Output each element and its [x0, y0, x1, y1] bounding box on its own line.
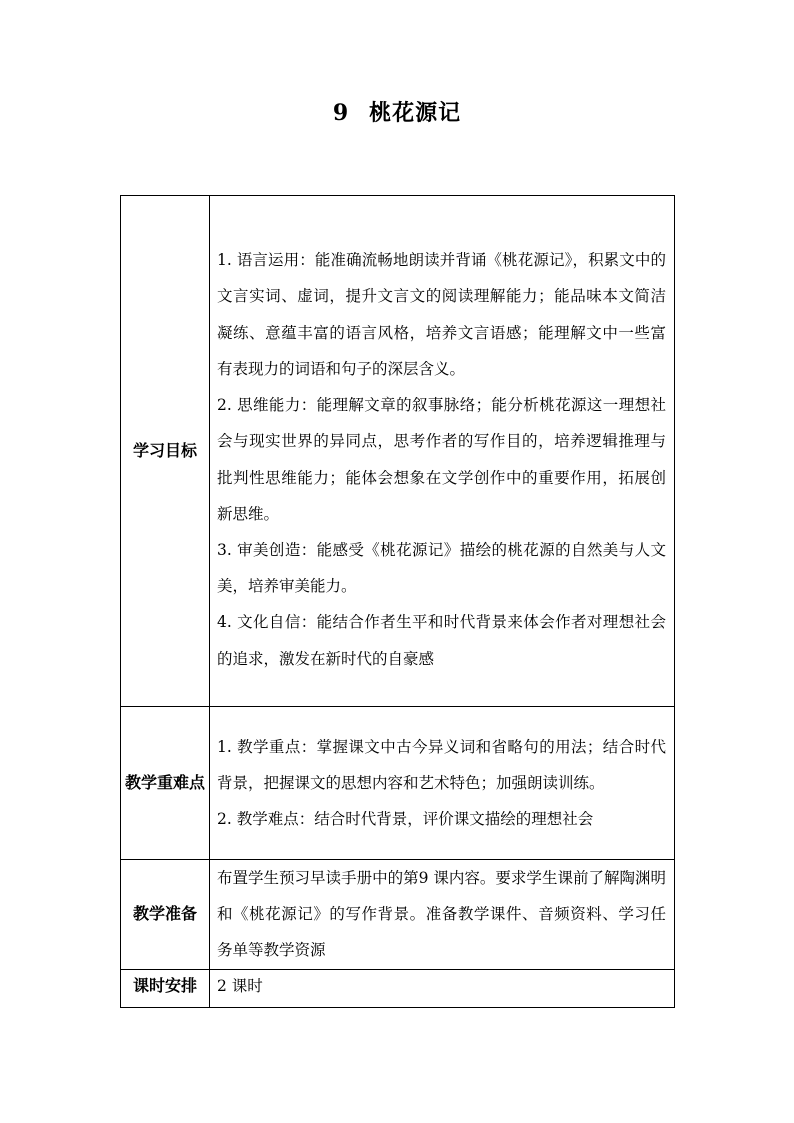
table-row-schedule	[121, 969, 675, 1007]
lesson-title-text: 桃花源记	[369, 100, 462, 126]
lesson-title	[0, 96, 794, 127]
preparation-content	[210, 860, 675, 970]
goals-label: 学习目标	[121, 196, 210, 707]
key-points-label: 教学重难点	[121, 707, 210, 860]
key-point-difficulty: 2. 教学难点：结合时代背景，评价课文描绘的理想社会	[217, 810, 594, 829]
key-point-focus: 1. 教学重点：掌握课文中古今异义词和省略句的用法；结合时代背景，把握课文的思想内容和艺术特色；加强朗读训练。	[217, 737, 666, 792]
goal-item-culture: 4. 文化自信：能结合作者生平和时代背景来体会作者对理想社会的追求，激发在新时代的自豪感	[217, 613, 666, 668]
goal-item-aesthetic: 3. 审美创造：能感受《桃花源记》描绘的桃花源的自然美与人文美，培养审美能力。	[217, 540, 666, 596]
preparation-text: 布置学生预习早读手册中的第9 课内容。要求学生课前了解陶渊明和《桃花源记》的写作背景。准备教学课件、音频资料、学习任务单等教学资源	[217, 869, 666, 960]
schedule-content	[210, 969, 675, 1007]
goals-content	[210, 196, 675, 707]
table-row-goals	[121, 196, 675, 707]
schedule-label: 课时安排	[121, 969, 210, 1007]
table-row-preparation	[121, 860, 675, 970]
preparation-label: 教学准备	[121, 860, 210, 970]
goal-item-thinking: 2. 思维能力：能理解文章的叙事脉络；能分析桃花源这一理想社会与现实世界的异同点，思考作者的写作目的，培养逻辑推理与批判性思维能力；能体会想象在文学创作中的重要作用，拓展创新思维。	[217, 396, 666, 523]
key-points-content	[210, 707, 675, 860]
schedule-text: 2 课时	[217, 976, 263, 995]
goal-item-language: 1. 语言运用：能准确流畅地朗读并背诵《桃花源记》，积累文中的文言实词、虚词，提升文言文的阅读理解能力；能品味本文简洁凝练、意蕴丰富的语言风格，培养文言语感；能理解文中一些富有表现力的词语和句子的深层含义。	[217, 251, 666, 378]
lesson-number: 9	[332, 100, 350, 126]
lesson-plan-table	[120, 195, 675, 1008]
table-row-key-points	[121, 707, 675, 860]
